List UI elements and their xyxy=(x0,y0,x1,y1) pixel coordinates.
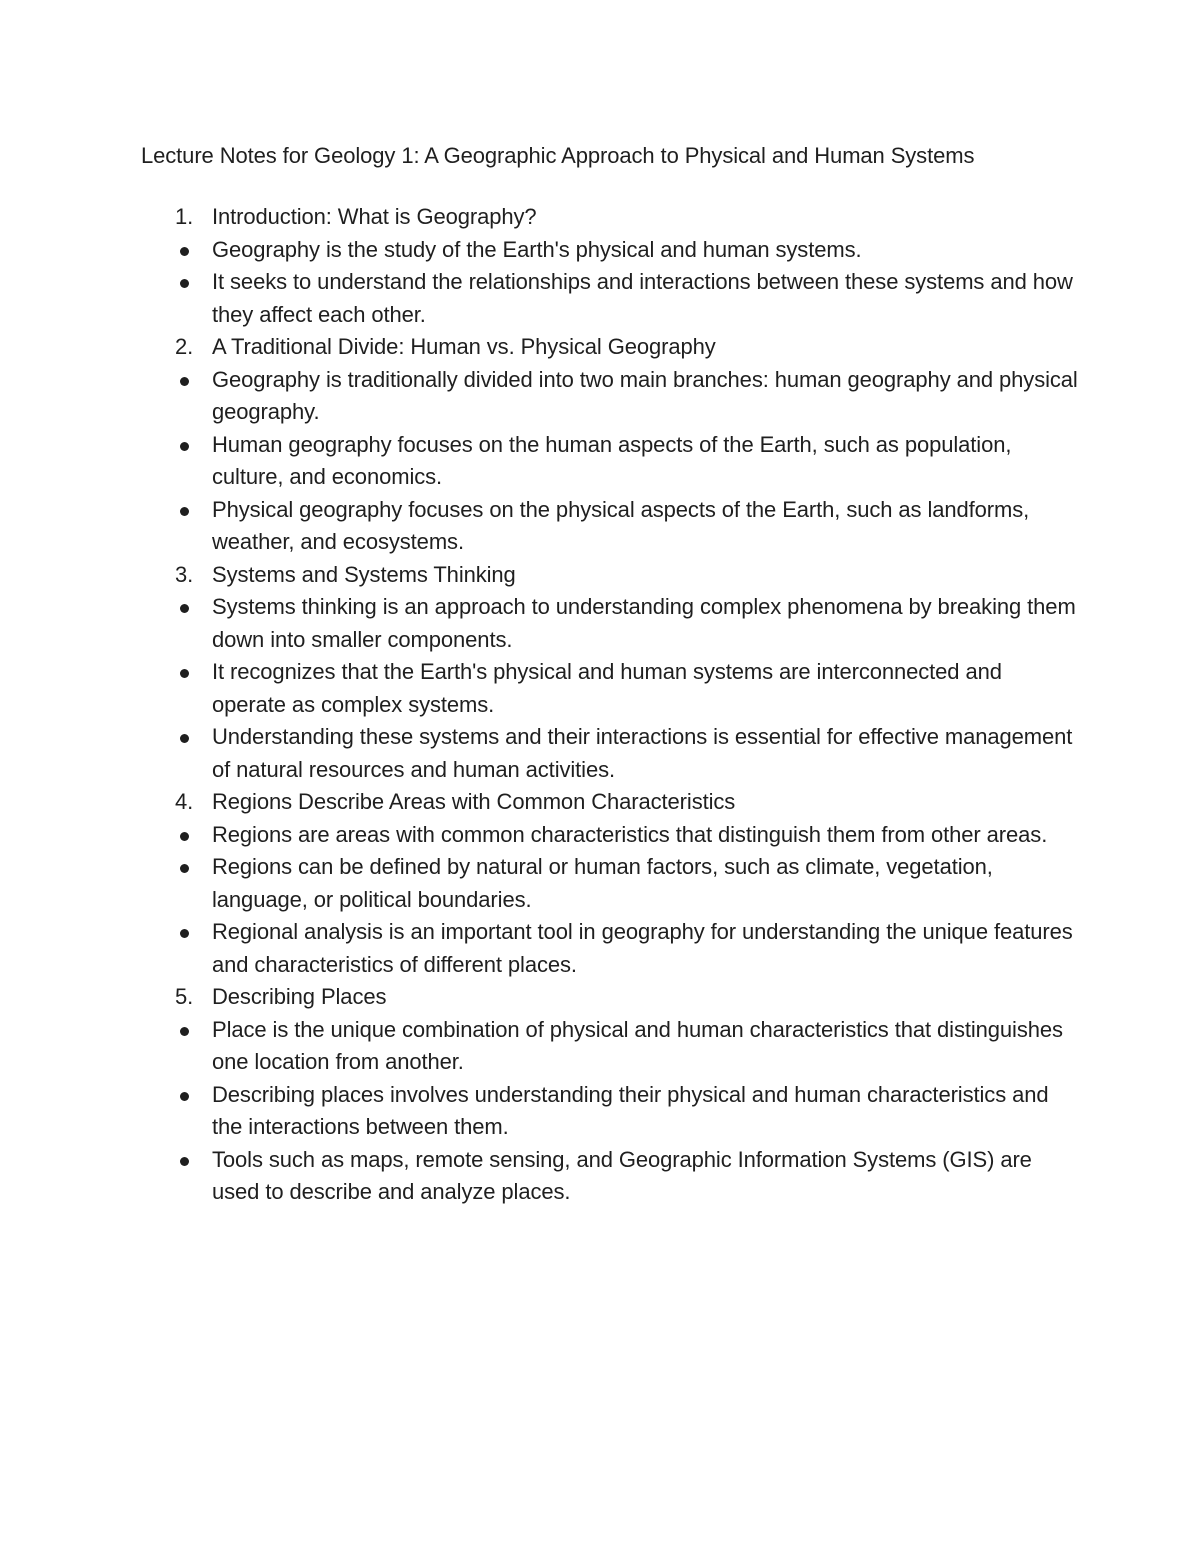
list-item xyxy=(141,234,1081,267)
bullet-text: Geography is the study of the Earth's physical and human systems. xyxy=(212,236,862,262)
bullet-text: Regions can be defined by natural or human factors, such as climate, vegetation, language, or political boundaries. xyxy=(212,854,993,912)
bullet-text: Describing places involves understanding their physical and human characteristics and the interactions between them. xyxy=(212,1081,1049,1139)
list-item xyxy=(141,656,1081,721)
document-title: Lecture Notes for Geology 1: A Geographic Approach to Physical and Human Systems xyxy=(141,143,975,168)
list-number: 3. xyxy=(175,561,194,587)
bullet-icon xyxy=(180,1157,189,1166)
bullet-text: Human geography focuses on the human aspects of the Earth, such as population, culture, and economics. xyxy=(212,431,1012,489)
bullet-icon xyxy=(180,604,189,613)
bullet-icon xyxy=(180,247,189,256)
lecture-outline xyxy=(141,201,1081,1209)
bullet-icon xyxy=(180,864,189,873)
list-item xyxy=(141,364,1081,429)
list-item xyxy=(141,559,1081,592)
bullet-icon xyxy=(180,734,189,743)
list-item xyxy=(141,981,1081,1014)
bullet-icon xyxy=(180,832,189,841)
bullet-text: Regions are areas with common characteristics that distinguish them from other areas. xyxy=(212,821,1048,847)
list-item xyxy=(141,851,1081,916)
list-item xyxy=(141,201,1081,234)
section-heading: Introduction: What is Geography? xyxy=(212,204,537,229)
section-heading: Systems and Systems Thinking xyxy=(212,561,516,587)
bullet-icon xyxy=(180,279,189,288)
bullet-text: Geography is traditionally divided into two main branches: human geography and physical geography. xyxy=(212,366,1078,424)
list-number: 1. xyxy=(175,204,194,229)
list-item xyxy=(141,786,1081,819)
list-number: 5. xyxy=(175,984,194,1009)
bullet-icon xyxy=(180,669,189,678)
list-item xyxy=(141,916,1081,981)
section-heading: Describing Places xyxy=(212,984,387,1009)
bullet-text: Regional analysis is an important tool in geography for understanding the unique features and characteristics of different places. xyxy=(212,919,1073,977)
bullet-text: Physical geography focuses on the physical aspects of the Earth, such as landforms, weather, and ecosystems. xyxy=(212,496,1030,554)
bullet-icon xyxy=(180,442,189,451)
list-number: 2. xyxy=(175,334,194,359)
bullet-text: It seeks to understand the relationships and interactions between these systems and how they affect each other. xyxy=(212,269,1073,327)
list-item xyxy=(141,1144,1081,1209)
bullet-text: Understanding these systems and their interactions is essential for effective management of natural resources and human activities. xyxy=(212,724,1073,782)
section-heading: Regions Describe Areas with Common Characteristics xyxy=(212,789,736,814)
list-item xyxy=(141,429,1081,494)
bullet-icon xyxy=(180,507,189,516)
bullet-icon xyxy=(180,1027,189,1036)
list-item xyxy=(141,331,1081,364)
list-item xyxy=(141,721,1081,786)
list-item xyxy=(141,1014,1081,1079)
list-item xyxy=(141,494,1081,559)
bullet-icon xyxy=(180,377,189,386)
bullet-text: Tools such as maps, remote sensing, and Geographic Information Systems (GIS) are used to describe and analyze places. xyxy=(212,1146,1032,1204)
bullet-text: Systems thinking is an approach to understanding complex phenomena by breaking them down into smaller components. xyxy=(212,594,1076,652)
list-item xyxy=(141,1079,1081,1144)
bullet-text: Place is the unique combination of physical and human characteristics that distinguishes one location from another. xyxy=(212,1016,1063,1074)
section-heading: A Traditional Divide: Human vs. Physical Geography xyxy=(212,334,716,359)
bullet-icon xyxy=(180,929,189,938)
list-item xyxy=(141,266,1081,331)
bullet-text: It recognizes that the Earth's physical and human systems are interconnected and operate as complex systems. xyxy=(212,659,1002,717)
bullet-icon xyxy=(180,1092,189,1101)
list-item xyxy=(141,591,1081,656)
list-number: 4. xyxy=(175,789,194,814)
list-item xyxy=(141,819,1081,852)
